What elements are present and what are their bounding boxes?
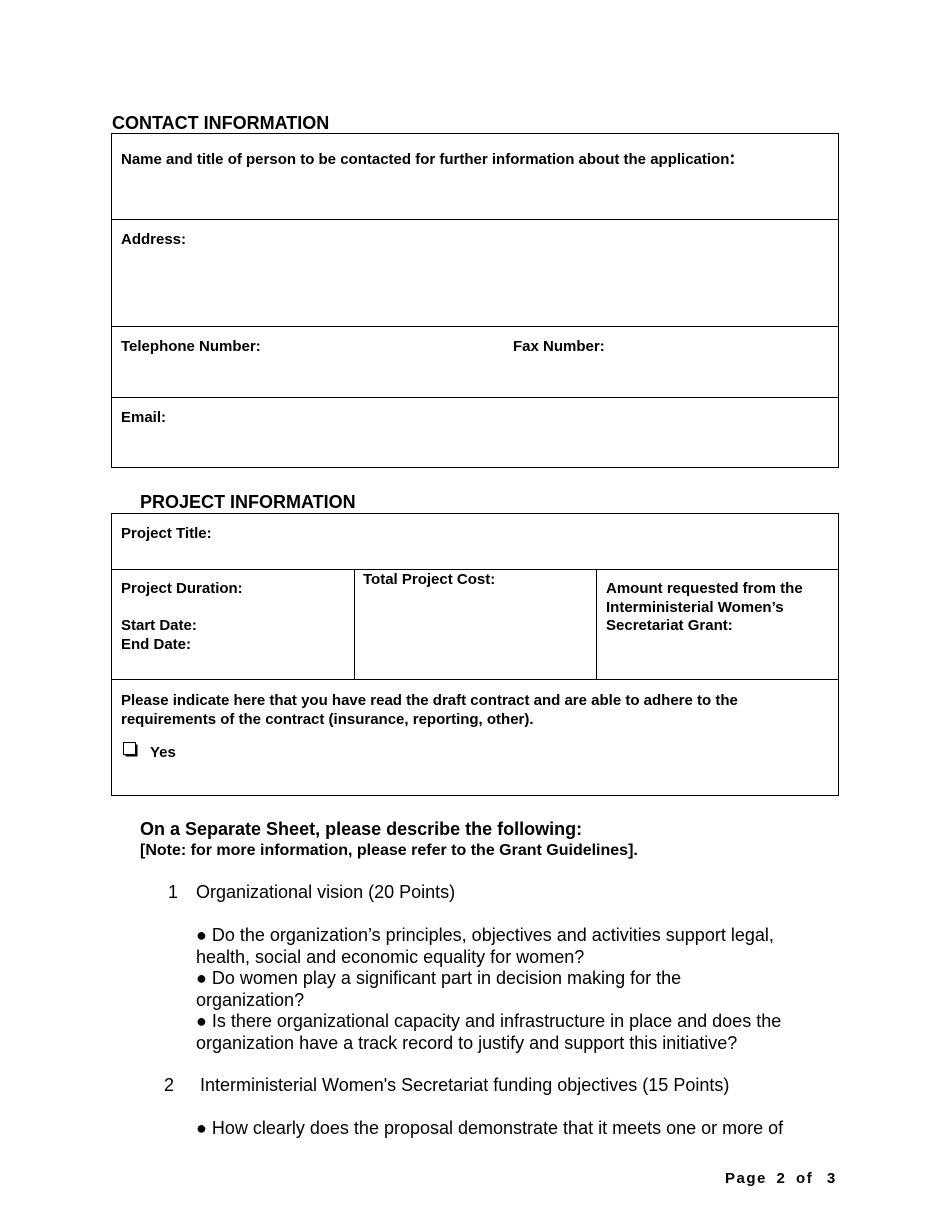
contract-acknowledgement: [121, 691, 738, 729]
end-date-label: End Date:: [121, 636, 192, 653]
amount-label-line-2: Interministerial Women’s: [606, 598, 784, 616]
contact-name-label-text: Name and title of person to be contacted for further information about the application: [121, 151, 730, 168]
item-1-bullet-3-line-1: ● Is there organizational capacity and infrastructure in place and does the: [196, 1011, 782, 1031]
telephone-label: Telephone Number:: [121, 338, 261, 355]
contact-name-colon: :: [729, 148, 736, 168]
contract-line-2: requirements of the contract (insurance, reporting, other).: [121, 711, 534, 728]
page-number: 2: [776, 1170, 787, 1187]
item-1-bullet-1-line-1: ● Do the organization’s principles, objectives and activities support legal,: [196, 925, 774, 945]
item-1-bullet-2-line-2: organization?: [196, 989, 305, 1010]
project-section-title: PROJECT INFORMATION: [140, 492, 356, 512]
item-1-number: 1: [168, 882, 179, 902]
amount-requested-label: [606, 580, 803, 636]
yes-label: Yes: [150, 744, 176, 761]
item-1-bullet-2-line-1: ● Do women play a significant part in decision making for the: [196, 968, 682, 988]
item-1-title: Organizational vision (20 Points): [196, 882, 456, 902]
contact-section-title: CONTACT INFORMATION: [112, 113, 330, 133]
project-title-label: Project Title:: [121, 525, 212, 542]
start-date-label: Start Date:: [121, 617, 197, 634]
describe-heading: On a Separate Sheet, please describe the following:: [140, 819, 583, 839]
yes-checkbox[interactable]: [123, 742, 136, 760]
page-word: Page: [725, 1170, 767, 1187]
item-1-bullet-1-line-2: health, social and economic equality for women?: [196, 946, 585, 967]
fax-label: Fax Number:: [513, 338, 605, 355]
project-duration-label: Project Duration:: [121, 580, 243, 597]
total-cost-label: Total Project Cost:: [363, 571, 496, 588]
contact-name-label: [121, 148, 735, 169]
project-form-box: [111, 513, 839, 796]
item-1-bullet-3-line-2: organization have a track record to justify and support this initiative?: [196, 1032, 738, 1053]
contract-line-1: Please indicate here that you have read the draft contract and are able to adhere to the: [121, 692, 738, 709]
email-label: Email:: [121, 409, 167, 426]
item-2-number: 2: [164, 1075, 175, 1095]
item-2-bullet-1: ● How clearly does the proposal demonstrate that it meets one or more of: [196, 1118, 784, 1138]
item-2-title: Interministerial Women's Secretariat funding objectives (15 Points): [200, 1075, 730, 1095]
page-footer: [725, 1170, 837, 1187]
contact-form-box: [111, 133, 839, 468]
checkbox-square[interactable]: [123, 742, 136, 755]
item-1-bullets: [196, 925, 781, 1054]
describe-note: [Note: for more information, please refer to the Grant Guidelines].: [140, 842, 638, 859]
address-label: Address:: [121, 231, 187, 248]
amount-label-line-1: Amount requested from the: [606, 580, 803, 597]
page-total: 3: [826, 1170, 837, 1187]
of-word: of: [796, 1170, 814, 1187]
amount-label-line-3: Secretariat Grant:: [606, 617, 733, 634]
